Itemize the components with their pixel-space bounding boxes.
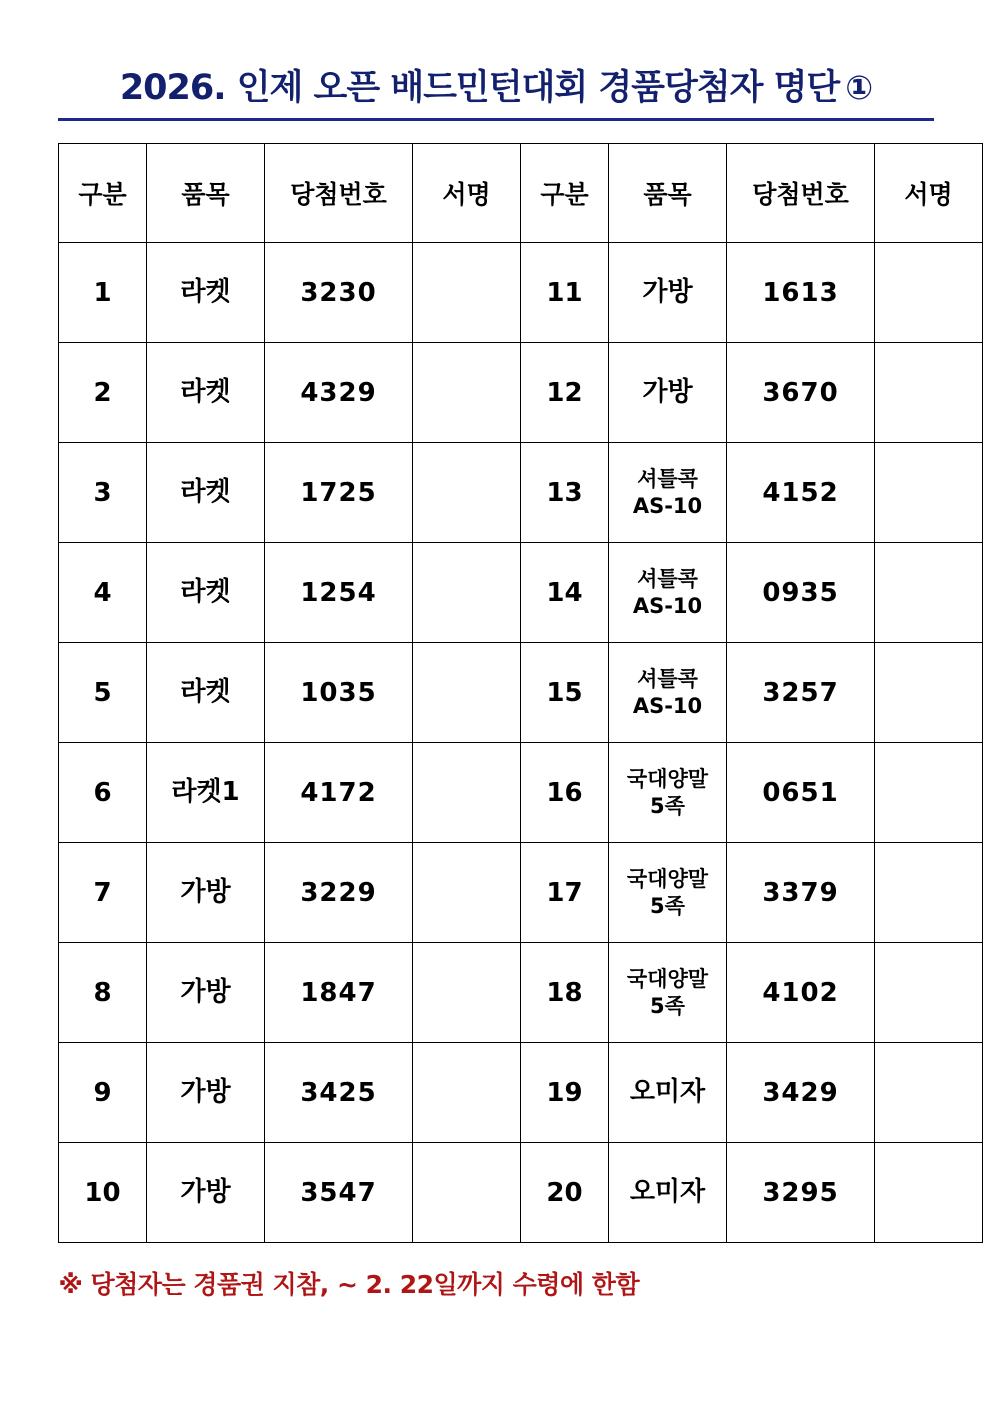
cell-item	[609, 843, 727, 943]
cell-item	[609, 943, 727, 1043]
cell-no: 2	[59, 343, 147, 443]
cell-signature[interactable]	[413, 743, 521, 843]
cell-item: 라켓	[147, 543, 265, 643]
cell-signature[interactable]	[875, 943, 983, 1043]
cell-no: 10	[59, 1143, 147, 1243]
cell-item-line2: AS-10	[632, 693, 703, 718]
cell-signature[interactable]	[413, 343, 521, 443]
cell-ticket-number: 1847	[265, 943, 413, 1043]
cell-item-line1: 셔틀콕	[637, 467, 698, 492]
cell-item	[609, 443, 727, 543]
cell-item: 라켓	[147, 443, 265, 543]
cell-no: 12	[521, 343, 609, 443]
cell-signature[interactable]	[413, 543, 521, 643]
cell-item-line1: 국대양말	[626, 967, 709, 992]
cell-no: 8	[59, 943, 147, 1043]
cell-signature[interactable]	[875, 843, 983, 943]
column-header-item-right: 품목	[609, 144, 727, 243]
cell-item-line2: 5족	[650, 893, 685, 918]
cell-no: 4	[59, 543, 147, 643]
cell-ticket-number: 1613	[727, 243, 875, 343]
cell-no: 15	[521, 643, 609, 743]
cell-ticket-number: 3425	[265, 1043, 413, 1143]
cell-no: 11	[521, 243, 609, 343]
cell-no: 13	[521, 443, 609, 543]
cell-ticket-number: 4329	[265, 343, 413, 443]
cell-item: 라켓1	[147, 743, 265, 843]
table-body	[59, 243, 983, 1243]
cell-item-line2: AS-10	[632, 493, 703, 518]
table-row	[59, 743, 983, 843]
cell-signature[interactable]	[413, 243, 521, 343]
footnote-text: ※ 당첨자는 경품권 지참, ~ 2. 22일까지 수령에 한함	[58, 1270, 640, 1299]
cell-signature[interactable]	[875, 543, 983, 643]
cell-signature[interactable]	[413, 643, 521, 743]
table-row	[59, 543, 983, 643]
column-header-ticket-left: 당첨번호	[265, 144, 413, 243]
document-header	[58, 60, 934, 121]
table-row	[59, 443, 983, 543]
cell-signature[interactable]	[413, 1043, 521, 1143]
table-row	[59, 643, 983, 743]
table-row	[59, 1143, 983, 1243]
cell-no: 6	[59, 743, 147, 843]
cell-no: 9	[59, 1043, 147, 1143]
cell-ticket-number: 0651	[727, 743, 875, 843]
cell-item-line1: 국대양말	[626, 767, 709, 792]
cell-item	[609, 643, 727, 743]
cell-item-line1: 오미자	[629, 1176, 706, 1207]
cell-item-line1: 가방	[642, 276, 693, 307]
cell-item: 가방	[147, 843, 265, 943]
cell-signature[interactable]	[875, 1143, 983, 1243]
cell-item: 라켓	[147, 243, 265, 343]
page-number-badge: ①	[845, 68, 873, 107]
cell-no: 14	[521, 543, 609, 643]
cell-ticket-number: 4152	[727, 443, 875, 543]
cell-no: 20	[521, 1143, 609, 1243]
cell-ticket-number: 4172	[265, 743, 413, 843]
table-row	[59, 1043, 983, 1143]
cell-ticket-number: 3429	[727, 1043, 875, 1143]
cell-ticket-number: 0935	[727, 543, 875, 643]
cell-ticket-number: 1725	[265, 443, 413, 543]
cell-signature[interactable]	[413, 443, 521, 543]
cell-ticket-number: 4102	[727, 943, 875, 1043]
cell-ticket-number: 3379	[727, 843, 875, 943]
cell-no: 7	[59, 843, 147, 943]
cell-signature[interactable]	[875, 643, 983, 743]
page-title	[120, 60, 872, 110]
cell-ticket-number: 1035	[265, 643, 413, 743]
cell-item: 가방	[147, 943, 265, 1043]
table-row	[59, 343, 983, 443]
cell-item	[609, 243, 727, 343]
cell-no: 1	[59, 243, 147, 343]
cell-signature[interactable]	[875, 743, 983, 843]
cell-no: 17	[521, 843, 609, 943]
column-header-item-left: 품목	[147, 144, 265, 243]
cell-item-line1: 셔틀콕	[637, 667, 698, 692]
cell-signature[interactable]	[875, 243, 983, 343]
table-row	[59, 243, 983, 343]
cell-item: 라켓	[147, 643, 265, 743]
cell-ticket-number: 3670	[727, 343, 875, 443]
cell-signature[interactable]	[875, 1043, 983, 1143]
table-header-row	[59, 144, 983, 243]
cell-signature[interactable]	[875, 343, 983, 443]
cell-ticket-number: 3230	[265, 243, 413, 343]
cell-item: 가방	[147, 1043, 265, 1143]
column-header-no-left: 구분	[59, 144, 147, 243]
cell-no: 3	[59, 443, 147, 543]
cell-ticket-number: 1254	[265, 543, 413, 643]
cell-item	[609, 1043, 727, 1143]
cell-signature[interactable]	[875, 443, 983, 543]
cell-item-line1: 국대양말	[626, 867, 709, 892]
cell-item	[609, 543, 727, 643]
cell-no: 16	[521, 743, 609, 843]
column-header-signature-left: 서명	[413, 144, 521, 243]
cell-item-line2: 5족	[650, 993, 685, 1018]
column-header-ticket-right: 당첨번호	[727, 144, 875, 243]
table-row	[59, 843, 983, 943]
cell-no: 5	[59, 643, 147, 743]
cell-item-line2: 5족	[650, 793, 685, 818]
cell-ticket-number: 3257	[727, 643, 875, 743]
page-title-text: 2026. 인제 오픈 배드민턴대회 경품당첨자 명단	[119, 68, 840, 108]
cell-no: 18	[521, 943, 609, 1043]
cell-ticket-number: 3295	[727, 1143, 875, 1243]
cell-signature[interactable]	[413, 943, 521, 1043]
cell-item: 가방	[147, 1143, 265, 1243]
column-header-signature-right: 서명	[875, 144, 983, 243]
cell-item-line1: 가방	[642, 376, 693, 407]
cell-item	[609, 743, 727, 843]
cell-signature[interactable]	[413, 843, 521, 943]
cell-item-line2: AS-10	[632, 593, 703, 618]
cell-ticket-number: 3547	[265, 1143, 413, 1243]
column-header-no-right: 구분	[521, 144, 609, 243]
cell-ticket-number: 3229	[265, 843, 413, 943]
table-row	[59, 943, 983, 1043]
cell-signature[interactable]	[413, 1143, 521, 1243]
cell-item-line1: 셔틀콕	[637, 567, 698, 592]
cell-item-line1: 오미자	[629, 1076, 706, 1107]
prize-winners-table	[58, 143, 983, 1243]
cell-item: 라켓	[147, 343, 265, 443]
cell-item	[609, 343, 727, 443]
cell-item	[609, 1143, 727, 1243]
cell-no: 19	[521, 1043, 609, 1143]
